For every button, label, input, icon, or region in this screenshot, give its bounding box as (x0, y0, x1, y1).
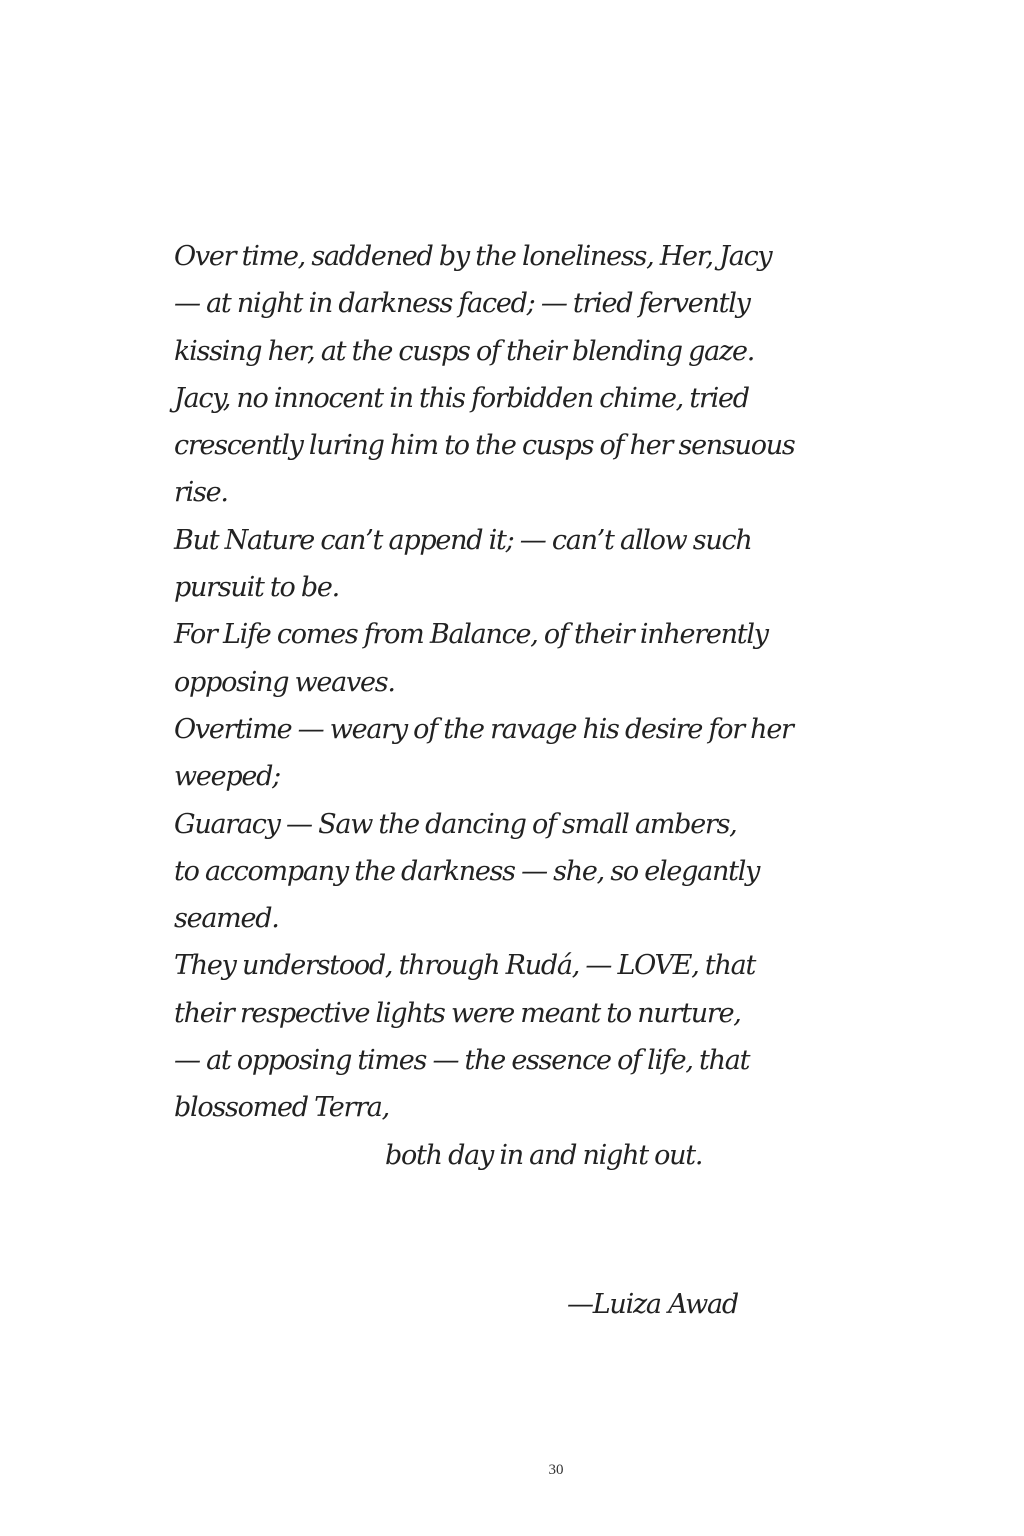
poem-line-4: Jacy, no innocent in this forbidden chime, tried (174, 382, 749, 414)
poem-line-9: For Life comes from Balance, of their inherently (174, 619, 768, 651)
poem-line-16: They understood, through Rudá, — LOVE, that (174, 950, 756, 982)
author-signature: —Luiza Awad (567, 1289, 738, 1320)
poem-line-10: opposing weaves. (174, 666, 395, 698)
poem-line-18: — at opposing times — the essence of life, that (174, 1045, 750, 1077)
poem-text (174, 233, 864, 1179)
poem-line-12: weeped; (174, 761, 280, 793)
poem-line-1: Over time, saddened by the loneliness, Her, Jacy (174, 241, 772, 272)
poem-line-17: their respective lights were meant to nurture, (174, 997, 741, 1029)
poem-line-7: But Nature can’t append it; — can’t allow such (174, 524, 752, 556)
poem-line-11: Overtime — weary of the ravage his desire for her (174, 713, 793, 745)
poem-line-19: blossomed Terra, (174, 1092, 389, 1124)
poem-line-13: Guaracy — Saw the dancing of small ambers, (174, 808, 737, 840)
page-number: 30 (548, 1462, 564, 1478)
poem-line-3: kissing her, at the cusps of their blending gaze. (174, 335, 755, 367)
poem-line-14: to accompany the darkness — she, so elegantly (174, 855, 760, 887)
poem-line-2: — at night in darkness faced; — tried fervently (174, 288, 750, 320)
poem-line-5: crescently luring him to the cusps of her sensuous (174, 430, 795, 462)
poem-line-8: pursuit to be. (174, 572, 339, 604)
poem-line-6: rise. (174, 477, 228, 509)
poem-line-15: seamed. (174, 903, 279, 935)
poem-line-20: both day in and night out. (385, 1139, 703, 1171)
